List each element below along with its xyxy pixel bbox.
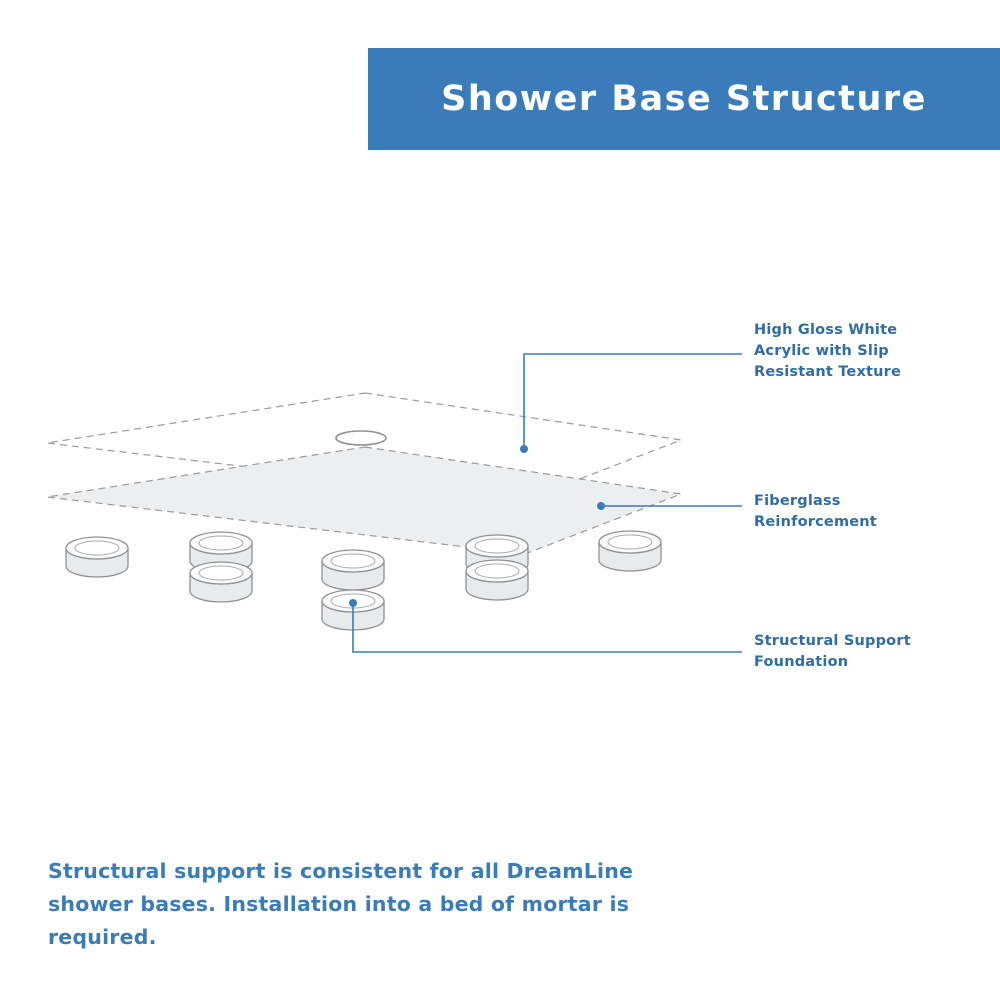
callout-line: Structural Support	[754, 633, 911, 649]
callout-label-support	[754, 631, 984, 673]
footer-note: Structural support is consistent for all DreamLine shower bases. Installation into a bed of mortar is required.	[48, 859, 634, 950]
callout-line: Reinforcement	[754, 514, 877, 531]
support-ring	[190, 532, 252, 572]
page-title: Shower Base Structure	[441, 79, 927, 119]
fiberglass-layer	[47, 447, 681, 554]
support-ring	[322, 590, 384, 630]
leader-lines	[349, 354, 742, 652]
callout-line: Fiberglass	[754, 493, 841, 509]
support-rings	[66, 531, 661, 630]
callout-label-fiberglass	[754, 491, 984, 533]
support-ring	[599, 531, 661, 571]
support-ring	[66, 537, 128, 577]
support-ring	[466, 535, 528, 575]
callout-line: Foundation	[754, 654, 849, 671]
leader-dot-fiberglass	[597, 502, 605, 510]
callout-line: High Gloss White	[754, 322, 898, 338]
callout-line: Resistant Texture	[754, 364, 902, 381]
leader-dot-acrylic	[520, 445, 528, 453]
header-banner	[368, 48, 1000, 150]
support-ring	[190, 562, 252, 602]
leader-line-acrylic	[524, 354, 742, 449]
callout-line: Acrylic with Slip	[754, 343, 889, 360]
support-ring	[466, 560, 528, 600]
callout-label-acrylic	[754, 320, 984, 383]
support-ring	[322, 550, 384, 590]
leader-line-support	[353, 603, 742, 652]
leader-dot-support	[349, 599, 357, 607]
acrylic-top-layer	[47, 393, 681, 500]
